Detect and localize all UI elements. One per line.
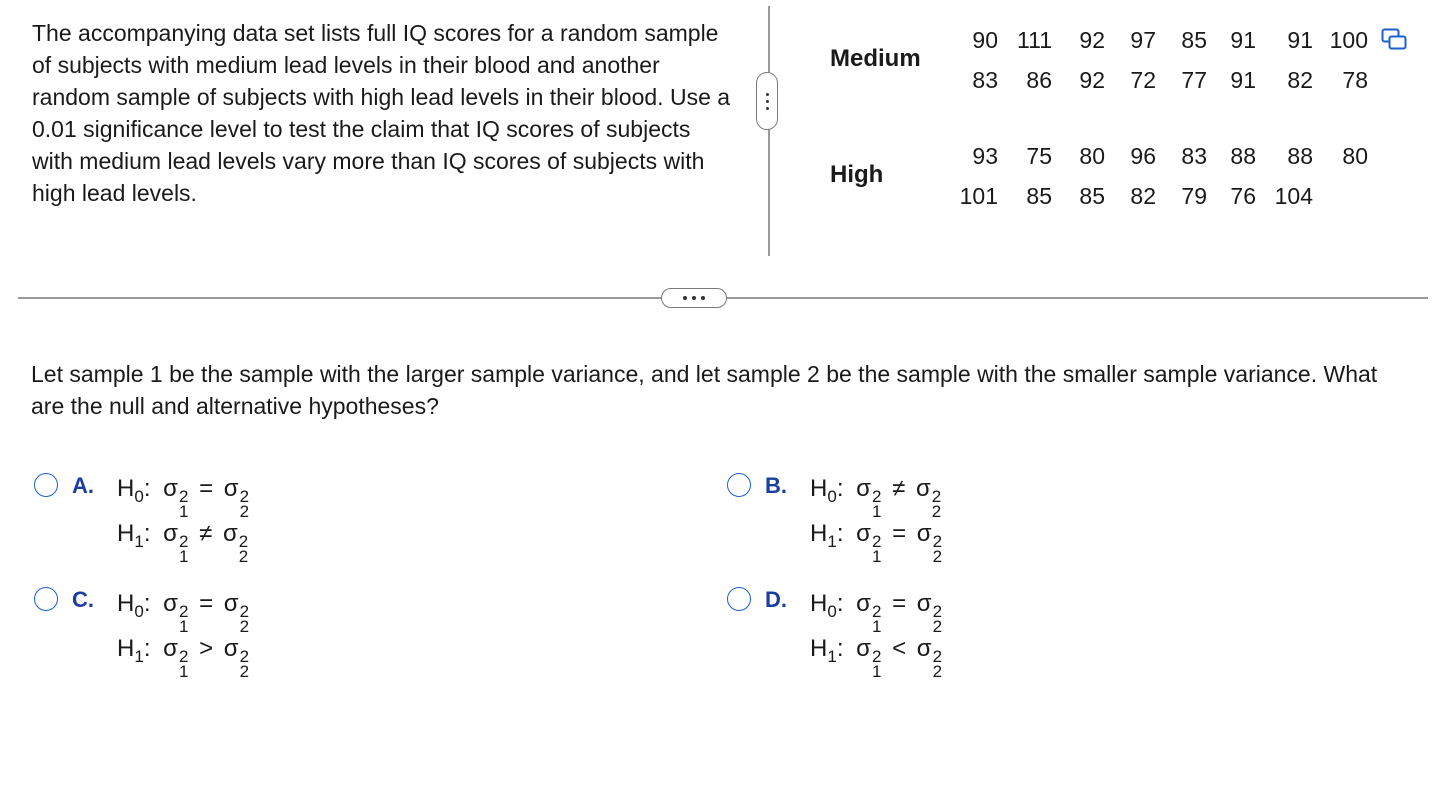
data-cell: 91 [1287,27,1313,53]
data-cell: 86 [1026,67,1052,93]
data-cell: 93 [972,143,998,169]
data-cell: 80 [1342,143,1368,169]
problem-statement: The accompanying data set lists full IQ scores for a random sample of subjects with medium lead levels in their blood and another random sample of subjects with high lead levels in their blood. Use a 0.01 significance level to test the claim that IQ scores of subjects with medium lead levels vary more than IQ scores of subjects with high lead levels. [32,20,731,206]
data-cell: 82 [1130,183,1156,209]
data-cell: 83 [1181,143,1207,169]
data-cell: 82 [1287,67,1313,93]
data-cell: 88 [1230,143,1256,169]
data-cell: 92 [1079,27,1105,53]
radio-option-b[interactable] [727,473,751,497]
copy-data-icon[interactable] [1381,28,1407,50]
option-letter: C. [72,587,94,612]
data-cell: 91 [1230,27,1256,53]
null-hypothesis: $H_0$: σ 2 1 = σ 2 2 [117,475,250,521]
data-cell: 85 [1026,183,1052,209]
option-letter: B. [765,473,787,498]
data-cell: 97 [1130,27,1156,53]
data-cell: 79 [1181,183,1207,209]
radio-option-a[interactable] [34,473,58,497]
data-cell: 96 [1130,143,1156,169]
data-cell: 80 [1079,143,1105,169]
data-cell: 75 [1026,143,1052,169]
alternative-hypothesis: $H_1$: σ 2 1 < σ 2 2 [810,635,943,681]
data-cell: 76 [1230,183,1256,209]
vertical-resize-handle[interactable] [756,72,778,130]
data-cell: 88 [1287,143,1313,169]
null-hypothesis: $H_0$: σ 2 1 = σ 2 2 [117,590,250,636]
data-cell: 78 [1342,67,1368,93]
data-cell: 104 [1274,183,1313,209]
null-hypothesis: $H_0$: σ 2 1 ≠ σ 2 2 [810,475,942,521]
question-text: Let sample 1 be the sample with the larger sample variance, and let sample 2 be the sample with the smaller sample variance. What are the null and alternative hypotheses? [31,361,1378,419]
radio-option-c[interactable] [34,587,58,611]
data-cell: 92 [1079,67,1105,93]
option-letter: D. [765,587,787,612]
data-cell: 101 [959,183,998,209]
data-cell: 85 [1181,27,1207,53]
data-cell: 91 [1230,67,1256,93]
data-cell: 83 [972,67,998,93]
medium-label: Medium [830,45,921,72]
data-cell: 77 [1181,67,1207,93]
data-cell: 111 [1017,27,1052,53]
data-cell: 100 [1329,27,1368,53]
vertical-divider [768,6,770,256]
high-label: High [830,161,884,188]
alternative-hypothesis: $H_1$: σ 2 1 = σ 2 2 [810,520,943,566]
data-cell: 90 [972,27,998,53]
radio-option-d[interactable] [727,587,751,611]
null-hypothesis: $H_0$: σ 2 1 = σ 2 2 [810,590,943,636]
alternative-hypothesis: $H_1$: σ 2 1 ≠ σ 2 2 [117,520,249,566]
expand-more-button[interactable] [661,288,727,308]
data-cell: 72 [1130,67,1156,93]
data-cell: 85 [1079,183,1105,209]
alternative-hypothesis: $H_1$: σ 2 1 > σ 2 2 [117,635,250,681]
option-letter: A. [72,473,94,498]
